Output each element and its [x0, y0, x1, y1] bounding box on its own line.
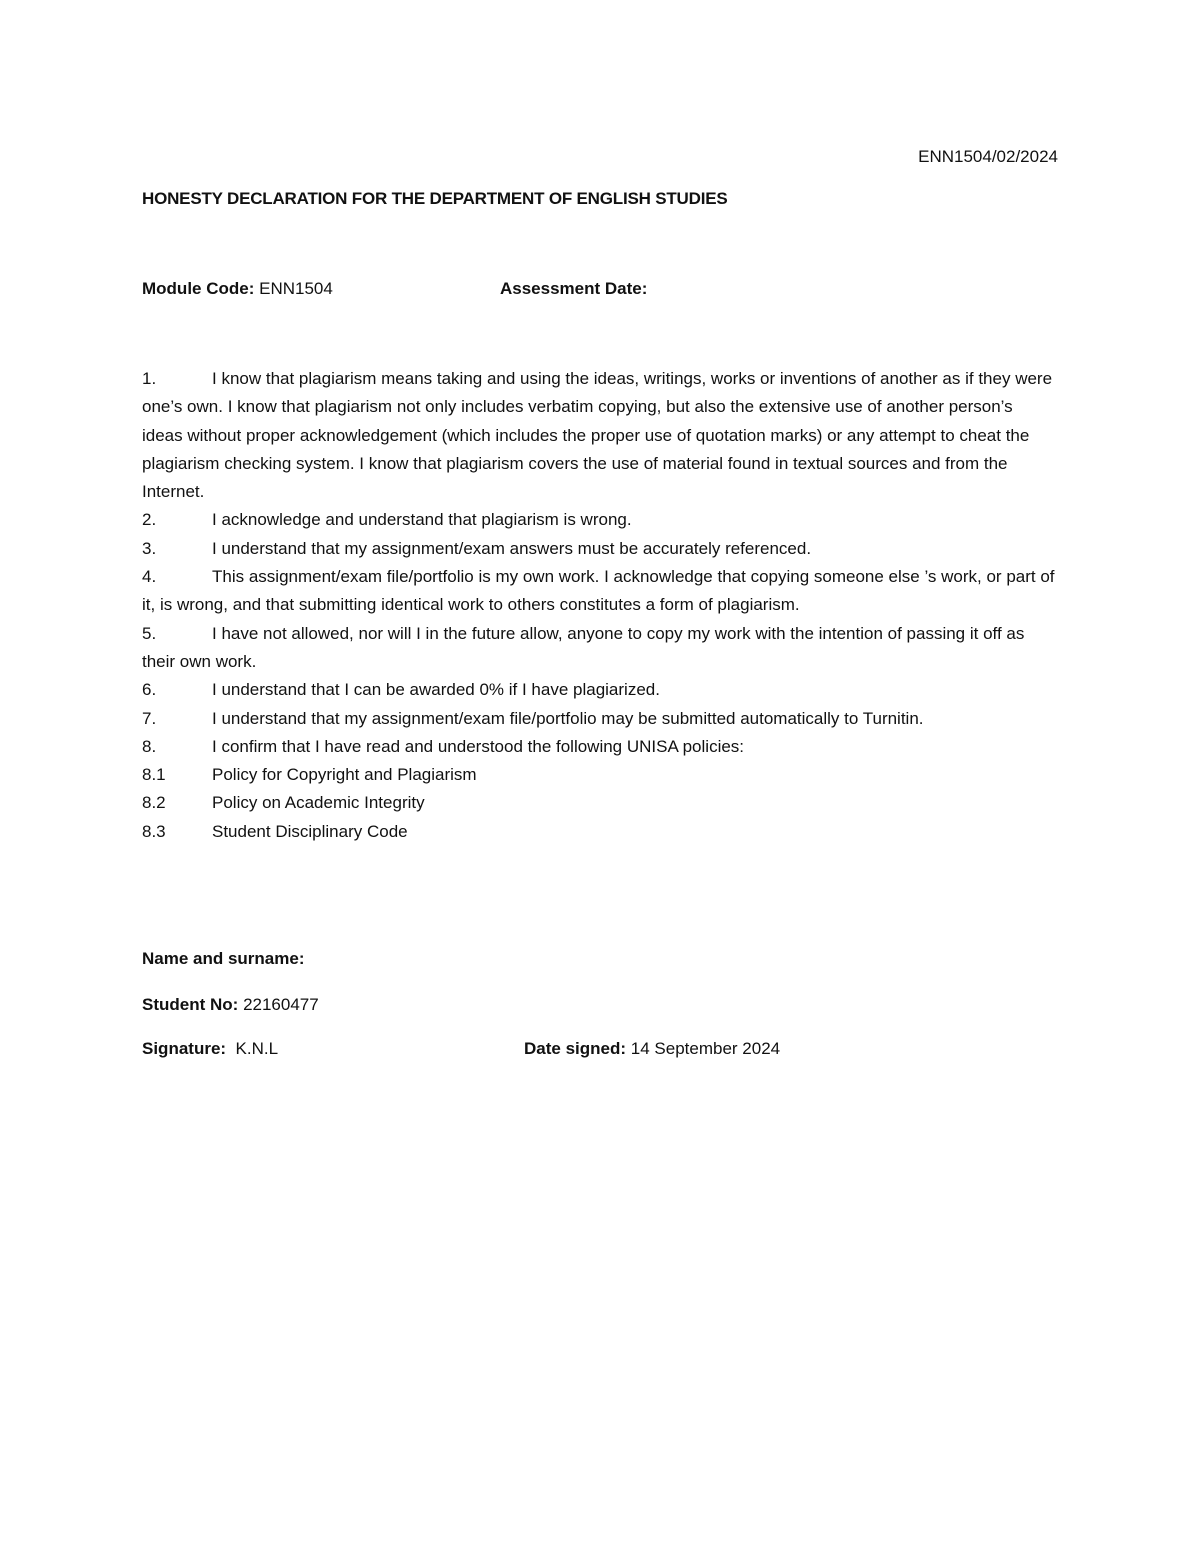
document-reference: ENN1504/02/2024 [918, 147, 1058, 166]
declaration-text: I acknowledge and understand that plagiarism is wrong. [212, 510, 632, 530]
student-number-value: 22160477 [243, 995, 319, 1014]
declaration-text: I confirm that I have read and understood the following UNISA policies: [212, 736, 745, 756]
declaration-item [142, 365, 1057, 506]
student-number-line [142, 994, 319, 1016]
policy-number: 8.3 [142, 821, 166, 841]
policy-text: Student Disciplinary Code [212, 821, 408, 841]
assessment-date-field [500, 278, 647, 300]
module-code-value: ENN1504 [259, 279, 333, 298]
declaration-text: I understand that my assignment/exam answers must be accurately referenced. [212, 538, 812, 558]
date-signed-label: Date signed: [524, 1039, 627, 1058]
assessment-date-label: Assessment Date: [500, 279, 648, 298]
date-signed-value: 14 September 2024 [630, 1039, 781, 1058]
name-surname-line [142, 948, 305, 970]
declaration-item [142, 733, 1057, 761]
policy-text: Policy on Academic Integrity [212, 793, 425, 813]
date-signed-field [524, 1038, 780, 1060]
declaration-text: I understand that I can be awarded 0% if I have plagiarized. [212, 680, 660, 700]
declaration-item [142, 676, 1057, 704]
policy-text: Policy for Copyright and Plagiarism [212, 765, 477, 785]
declaration-number: 4. [142, 567, 157, 587]
policy-item [142, 789, 1057, 817]
signature-date-line [142, 1038, 1062, 1060]
declaration-number: 8. [142, 736, 157, 756]
name-surname-label: Name and surname: [142, 949, 305, 968]
declaration-number: 6. [142, 680, 157, 700]
policy-item [142, 761, 1057, 789]
signature-value: K.N.L [235, 1039, 279, 1058]
policy-number: 8.2 [142, 793, 166, 813]
declaration-number: 7. [142, 708, 157, 728]
declaration-text: This assignment/exam file/portfolio is my own work. I acknowledge that copying someone else ’s work, or part of it, is wrong, and that submitting identical work to others constitutes a form of plagiarism. [142, 567, 1055, 615]
declaration-text: I understand that my assignment/exam file/portfolio may be submitted automatically to Turnitin. [212, 708, 924, 728]
declaration-list [142, 365, 1057, 846]
module-code-field [142, 278, 333, 300]
declaration-item [142, 620, 1057, 677]
declaration-text: I know that plagiarism means taking and using the ideas, writings, works or inventions of another as if they were one’s own. I know that plagiarism not only includes verbatim copying, but also the extensive use of another person’s ideas without proper acknowledgement (which includes the proper use of quotation marks) or any attempt to cheat the plagiarism checking system. I know that plagiarism covers the use of material found in textual sources and from the Internet. [142, 369, 1053, 502]
declaration-text: I have not allowed, nor will I in the future allow, anyone to copy my work with the intention of passing it off as their own work. [142, 623, 1025, 671]
declaration-item [142, 563, 1057, 620]
student-number-label: Student No: [142, 995, 239, 1014]
declaration-item [142, 535, 1057, 563]
module-code-label: Module Code: [142, 279, 255, 298]
declaration-number: 1. [142, 369, 157, 388]
declaration-number: 3. [142, 538, 157, 558]
declaration-item [142, 506, 1057, 534]
declaration-item [142, 705, 1057, 733]
policy-number: 8.1 [142, 765, 166, 785]
document-title: HONESTY DECLARATION FOR THE DEPARTMENT OF ENGLISH STUDIES [142, 189, 728, 208]
policy-item [142, 818, 1057, 846]
declaration-number: 2. [142, 510, 157, 530]
declaration-number: 5. [142, 623, 157, 643]
signature-label: Signature: [142, 1039, 227, 1058]
